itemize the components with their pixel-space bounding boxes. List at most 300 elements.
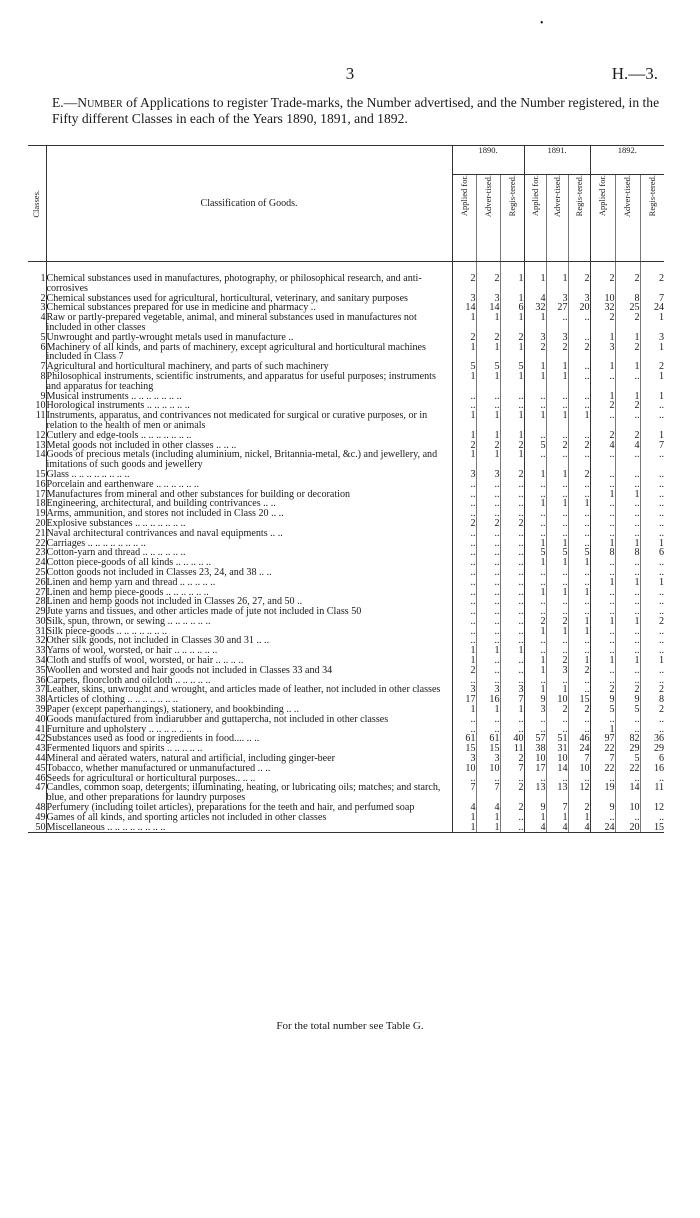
value-cell: 2 [568, 274, 590, 294]
value-cell: 2 [640, 705, 664, 715]
value-cell: 10 [615, 803, 640, 813]
value-cell: 3 [590, 343, 615, 363]
class-number: 28 [35, 596, 46, 608]
value-cell: 7 [568, 754, 590, 764]
classification-cell: Yarns of wool, worsted, or hair .. .. .. .. .. .. [46, 646, 452, 656]
value-cell: .. [500, 823, 524, 833]
value-cell: 1 [452, 646, 476, 656]
class-number: 4 [40, 312, 46, 324]
value-cell: 46 [568, 734, 590, 744]
value-cell: .. [500, 401, 524, 411]
value-cell: .. [500, 813, 524, 823]
value-cell: .. [546, 450, 568, 470]
page-reference: H.—3. [611, 64, 658, 83]
value-cell: .. [476, 607, 500, 617]
class-number: 20 [35, 517, 46, 529]
value-cell: .. [590, 499, 615, 509]
value-cell: 2 [500, 519, 524, 529]
classification-cell: Jute yarns and tissues, and other articles made of jute not included in Class 50 [46, 607, 452, 617]
value-cell: .. [615, 646, 640, 656]
value-cell: 16 [640, 764, 664, 774]
value-cell: 2 [640, 362, 664, 372]
class-number: 9 [40, 390, 46, 402]
class-number: 13 [35, 439, 46, 451]
classification-cell: Fermented liquors and spirits .. .. .. .. .. [46, 744, 452, 754]
class-number: 24 [35, 557, 46, 569]
value-cell: .. [452, 597, 476, 607]
value-cell: 1 [476, 372, 500, 392]
class-number: 23 [35, 547, 46, 559]
class-number: 48 [35, 802, 46, 814]
value-cell: 1 [500, 274, 524, 294]
value-cell: 1 [500, 294, 524, 304]
value-cell: 7 [500, 695, 524, 705]
value-cell: 1 [546, 588, 568, 598]
value-cell: .. [452, 529, 476, 539]
value-cell: .. [640, 509, 664, 519]
value-cell: 1 [476, 705, 500, 715]
value-cell: .. [452, 490, 476, 500]
value-cell: .. [476, 392, 500, 402]
value-cell: .. [546, 774, 568, 784]
value-cell: 5 [615, 705, 640, 715]
value-cell: 4 [524, 294, 546, 304]
value-cell: 16 [476, 695, 500, 705]
value-cell: 9 [524, 803, 546, 813]
value-cell: 4 [615, 441, 640, 451]
value-cell: 1 [568, 558, 590, 568]
value-cell: 1 [500, 372, 524, 392]
value-cell: 1 [546, 813, 568, 823]
value-cell: 9 [615, 695, 640, 705]
value-cell: 4 [546, 823, 568, 833]
classification-cell: Metal goods not included in other classes .. .. .. [46, 441, 452, 451]
value-cell: .. [568, 597, 590, 607]
value-cell: .. [640, 558, 664, 568]
value-cell: 5 [590, 705, 615, 715]
class-number: 36 [35, 674, 46, 686]
value-cell: 6 [640, 548, 664, 558]
value-cell: .. [452, 568, 476, 578]
value-cell: 2 [452, 519, 476, 529]
value-cell: .. [590, 558, 615, 568]
value-cell: .. [640, 607, 664, 617]
value-cell: .. [590, 519, 615, 529]
classification-cell: Linen and hemp goods not included in Classes 26, 27, and 50 .. [46, 597, 452, 607]
value-cell: .. [500, 617, 524, 627]
value-cell: .. [476, 490, 500, 500]
classification-cell: Naval architectural contrivances and naval equipments .. .. [46, 529, 452, 539]
value-cell: 2 [452, 333, 476, 343]
value-cell: 1 [452, 343, 476, 363]
value-cell: 1 [452, 450, 476, 470]
footnote: For the total number see Table G. [276, 1020, 424, 1032]
value-cell: .. [615, 529, 640, 539]
classification-cell: Agricultural and horticultural machinery, and parts of such machinery [46, 362, 452, 372]
value-cell: 3 [500, 685, 524, 695]
value-cell: 6 [640, 754, 664, 764]
value-cell: .. [615, 450, 640, 470]
value-cell: 97 [590, 734, 615, 744]
value-cell: .. [452, 725, 476, 735]
value-cell: .. [524, 725, 546, 735]
value-cell: 1 [452, 813, 476, 823]
classification-cell: Goods manufactured from indiarubber and guttapercha, not included in other classes [46, 715, 452, 725]
class-number: 11 [35, 410, 46, 422]
value-cell: 11 [500, 744, 524, 754]
value-cell: 11 [640, 783, 664, 803]
value-cell: 1 [524, 685, 546, 695]
value-cell: .. [524, 568, 546, 578]
value-cell: 5 [524, 441, 546, 451]
value-cell: 61 [476, 734, 500, 744]
value-cell: 2 [500, 783, 524, 803]
value-cell: .. [615, 636, 640, 646]
value-cell: .. [476, 656, 500, 666]
table-row [28, 823, 664, 833]
value-cell: .. [615, 588, 640, 598]
value-cell: .. [500, 588, 524, 598]
value-cell: .. [524, 480, 546, 490]
value-cell: .. [500, 480, 524, 490]
classification-cell: Cutlery and edge-tools .. .. .. .. .. .. .. [46, 431, 452, 441]
classification-cell: Paper (except paperhangings), stationery, and bookbinding .. .. [46, 705, 452, 715]
value-cell: .. [615, 607, 640, 617]
classification-cell: Leather, skins, unwrought and wrought, and articles made of leather, not included in other classes [46, 685, 452, 695]
value-cell: 1 [568, 411, 590, 431]
value-cell: 1 [640, 578, 664, 588]
value-cell: 1 [500, 705, 524, 715]
value-cell: 2 [476, 519, 500, 529]
value-cell: 2 [615, 313, 640, 333]
value-cell: .. [524, 431, 546, 441]
class-number: 5 [40, 331, 46, 343]
value-cell: .. [615, 499, 640, 509]
value-cell: 24 [590, 823, 615, 833]
value-cell: .. [546, 646, 568, 656]
class-number: 42 [35, 733, 46, 745]
value-cell: 1 [524, 362, 546, 372]
value-cell: 2 [568, 343, 590, 363]
classification-cell: Games of all kinds, and sporting articles not included in other classes [46, 813, 452, 823]
classification-cell: Cotton-yarn and thread .. .. .. .. .. .. [46, 548, 452, 558]
class-number: 32 [35, 635, 46, 647]
value-cell: .. [568, 715, 590, 725]
value-cell: .. [590, 636, 615, 646]
value-cell: 2 [524, 617, 546, 627]
value-cell: 3 [476, 754, 500, 764]
value-cell: .. [476, 558, 500, 568]
value-cell: .. [476, 499, 500, 509]
classification-cell: Seeds for agricultural or horticultural purposes.. .. .. [46, 774, 452, 784]
value-cell: .. [476, 617, 500, 627]
value-cell: .. [640, 597, 664, 607]
classes-header: Classes. [28, 146, 46, 262]
table-row [28, 411, 664, 431]
value-cell: .. [500, 656, 524, 666]
classification-cell: Candles, common soap, detergents; illuminating, heating, or lubricating oils; matches; and starch, blue, and other preparations for laundry purposes [46, 783, 452, 803]
value-cell: 1 [524, 499, 546, 509]
table-title-lead: E.—Number [52, 95, 123, 110]
value-cell: .. [568, 685, 590, 695]
value-cell: 4 [590, 441, 615, 451]
value-cell: 2 [590, 401, 615, 411]
classification-header: Classification of Goods. [46, 146, 452, 262]
value-cell: 1 [524, 313, 546, 333]
sub-header-0-2: Regis-tered. [500, 175, 524, 262]
value-cell: .. [500, 607, 524, 617]
value-cell: .. [476, 774, 500, 784]
value-cell: .. [546, 509, 568, 519]
classification-cell: Manufactures from mineral and other substances for building or decoration [46, 490, 452, 500]
value-cell: 13 [524, 783, 546, 803]
sub-header-2-2: Regis-tered. [640, 175, 664, 262]
value-cell: .. [476, 509, 500, 519]
class-number: 47 [35, 782, 46, 794]
value-cell: .. [568, 333, 590, 343]
value-cell: .. [590, 509, 615, 519]
classification-cell: Chemical substances prepared for use in medicine and pharmacy .. [46, 303, 452, 313]
value-cell: .. [568, 401, 590, 411]
table-row [28, 783, 664, 803]
value-cell: 2 [590, 431, 615, 441]
value-cell: .. [546, 715, 568, 725]
value-cell: 1 [452, 372, 476, 392]
value-cell: 4 [476, 803, 500, 813]
value-cell: .. [568, 578, 590, 588]
sub-header-1-2: Regis-tered. [568, 175, 590, 262]
value-cell: 57 [524, 734, 546, 744]
value-cell: .. [500, 558, 524, 568]
class-number: 3 [40, 302, 46, 314]
value-cell: 1 [590, 392, 615, 402]
value-cell: .. [500, 548, 524, 558]
value-cell: .. [590, 372, 615, 392]
value-cell: 1 [546, 539, 568, 549]
value-cell: 6 [500, 303, 524, 313]
value-cell: 1 [524, 813, 546, 823]
value-cell: .. [476, 401, 500, 411]
value-cell: 1 [452, 656, 476, 666]
value-cell: 2 [590, 313, 615, 333]
class-number: 41 [35, 723, 46, 735]
value-cell: 12 [568, 783, 590, 803]
table-title [52, 95, 662, 127]
value-cell: 2 [546, 705, 568, 715]
class-number: 43 [35, 743, 46, 755]
value-cell: 2 [615, 685, 640, 695]
sub-header-0-1: Adver-tised. [476, 175, 500, 262]
value-cell: 2 [546, 617, 568, 627]
value-cell: 1 [524, 666, 546, 676]
value-cell: 7 [640, 441, 664, 451]
value-cell: .. [524, 715, 546, 725]
value-cell: 2 [590, 274, 615, 294]
table-row [28, 274, 664, 294]
value-cell: .. [452, 509, 476, 519]
value-cell: .. [546, 725, 568, 735]
page-mark: • [540, 18, 544, 29]
value-cell: 9 [590, 803, 615, 813]
class-number: 12 [35, 429, 46, 441]
value-cell: 1 [615, 539, 640, 549]
value-cell: 1 [476, 823, 500, 833]
value-cell: .. [590, 627, 615, 637]
value-cell: .. [452, 578, 476, 588]
value-cell: .. [640, 450, 664, 470]
value-cell: .. [568, 392, 590, 402]
class-number: 31 [35, 625, 46, 637]
value-cell: .. [524, 450, 546, 470]
value-cell: .. [452, 627, 476, 637]
class-number: 50 [28, 823, 46, 833]
value-cell: .. [640, 636, 664, 646]
value-cell: 1 [546, 470, 568, 480]
classification-cell: Cotton goods not included in Classes 23, 24, and 38 .. .. [46, 568, 452, 578]
class-number: 39 [35, 704, 46, 716]
value-cell: 2 [452, 441, 476, 451]
value-cell: 1 [590, 578, 615, 588]
value-cell: 8 [640, 695, 664, 705]
value-cell: 1 [476, 313, 500, 333]
class-number: 35 [35, 664, 46, 676]
classification-cell: Unwrought and partly-wrought metals used in manufacture .. [46, 333, 452, 343]
value-cell: 22 [590, 764, 615, 774]
value-cell: 8 [615, 294, 640, 304]
classification-cell: Carpets, floorcloth and oilcloth .. .. .. .. .. [46, 676, 452, 686]
value-cell: .. [452, 636, 476, 646]
value-cell: .. [476, 725, 500, 735]
value-cell: 1 [546, 685, 568, 695]
value-cell: 5 [615, 754, 640, 764]
value-cell: 2 [568, 470, 590, 480]
value-cell: .. [476, 539, 500, 549]
classification-cell: Instruments, apparatus, and contrivances not medicated for surgical or curative purposes, or in relation to the health of men or animals [46, 411, 452, 431]
value-cell: 1 [452, 411, 476, 431]
value-cell: .. [615, 558, 640, 568]
value-cell: .. [452, 558, 476, 568]
classification-cell: Goods of precious metals (including aluminium, nickel, Britannia-metal, &c.) and jewellery, and imitations of such goods and jewellery [46, 450, 452, 470]
class-number: 34 [35, 655, 46, 667]
value-cell: 1 [640, 431, 664, 441]
classification-cell: Arms, ammunition, and stores not included in Class 20 .. .. [46, 509, 452, 519]
value-cell: .. [568, 529, 590, 539]
value-cell: 3 [452, 470, 476, 480]
value-cell: .. [500, 490, 524, 500]
value-cell: 7 [452, 783, 476, 803]
value-cell: 14 [615, 783, 640, 803]
class-number: 45 [35, 762, 46, 774]
classification-cell: Tobacco, whether manufactured or unmanufactured .. .. [46, 764, 452, 774]
value-cell: .. [640, 588, 664, 598]
value-cell: .. [590, 568, 615, 578]
value-cell: .. [640, 568, 664, 578]
value-cell: .. [640, 666, 664, 676]
trade-marks-table [28, 145, 664, 833]
value-cell: .. [615, 676, 640, 686]
value-cell: .. [452, 392, 476, 402]
value-cell: .. [640, 813, 664, 823]
value-cell: .. [590, 774, 615, 784]
class-number: 2 [40, 292, 46, 304]
value-cell: .. [590, 676, 615, 686]
value-cell: 2 [500, 470, 524, 480]
value-cell: 2 [615, 431, 640, 441]
value-cell: .. [524, 676, 546, 686]
value-cell: .. [640, 676, 664, 686]
value-cell: .. [615, 568, 640, 578]
class-number: 8 [40, 370, 46, 382]
value-cell: .. [500, 529, 524, 539]
classification-cell: Other silk goods, not included in Classes 30 and 31 .. .. [46, 636, 452, 646]
value-cell: 1 [524, 627, 546, 637]
value-cell: 1 [615, 392, 640, 402]
class-number: 19 [35, 508, 46, 520]
value-cell: .. [452, 480, 476, 490]
value-cell: .. [476, 578, 500, 588]
value-cell: 1 [524, 588, 546, 598]
table-row [28, 450, 664, 470]
value-cell: 3 [546, 333, 568, 343]
class-number: 14 [35, 449, 46, 461]
value-cell: 1 [615, 578, 640, 588]
classification-cell: Furniture and upholstery .. .. .. .. .. .. [46, 725, 452, 735]
value-cell: .. [568, 313, 590, 333]
class-number: 10 [35, 400, 46, 412]
value-cell: 3 [476, 294, 500, 304]
value-cell: 22 [615, 764, 640, 774]
value-cell: 5 [546, 548, 568, 558]
value-cell: .. [615, 666, 640, 676]
value-cell: .. [590, 411, 615, 431]
value-cell: 7 [500, 764, 524, 774]
value-cell: 20 [615, 823, 640, 833]
value-cell: 10 [546, 695, 568, 705]
classification-cell: Musical instruments .. .. .. .. .. .. .. [46, 392, 452, 402]
value-cell: 36 [640, 734, 664, 744]
class-number: 29 [35, 606, 46, 618]
value-cell: .. [476, 597, 500, 607]
value-cell: 2 [476, 441, 500, 451]
classification-cell: Carriages .. .. .. .. .. .. .. .. [46, 539, 452, 549]
class-number: 17 [35, 488, 46, 500]
value-cell: 1 [452, 705, 476, 715]
value-cell: .. [476, 548, 500, 558]
value-cell: .. [500, 715, 524, 725]
sub-header-0-0: Applied for. [452, 175, 476, 262]
value-cell: .. [615, 411, 640, 431]
value-cell: .. [524, 597, 546, 607]
value-cell: .. [590, 715, 615, 725]
classification-cell: Silk piece-goods .. .. .. .. .. .. .. [46, 627, 452, 637]
value-cell: .. [568, 568, 590, 578]
value-cell: 1 [640, 343, 664, 363]
value-cell: 2 [500, 441, 524, 451]
value-cell: .. [524, 529, 546, 539]
value-cell: 1 [546, 362, 568, 372]
classification-cell: Woollen and worsted and hair goods not included in Classes 33 and 34 [46, 666, 452, 676]
value-cell: .. [615, 813, 640, 823]
value-cell: 1 [476, 411, 500, 431]
value-cell: .. [568, 480, 590, 490]
value-cell: 1 [524, 372, 546, 392]
page-number: 3 [345, 64, 355, 83]
value-cell: 1 [615, 656, 640, 666]
value-cell: .. [546, 529, 568, 539]
value-cell: .. [568, 676, 590, 686]
year-header-1890: 1890. [452, 146, 524, 175]
value-cell: 10 [568, 764, 590, 774]
